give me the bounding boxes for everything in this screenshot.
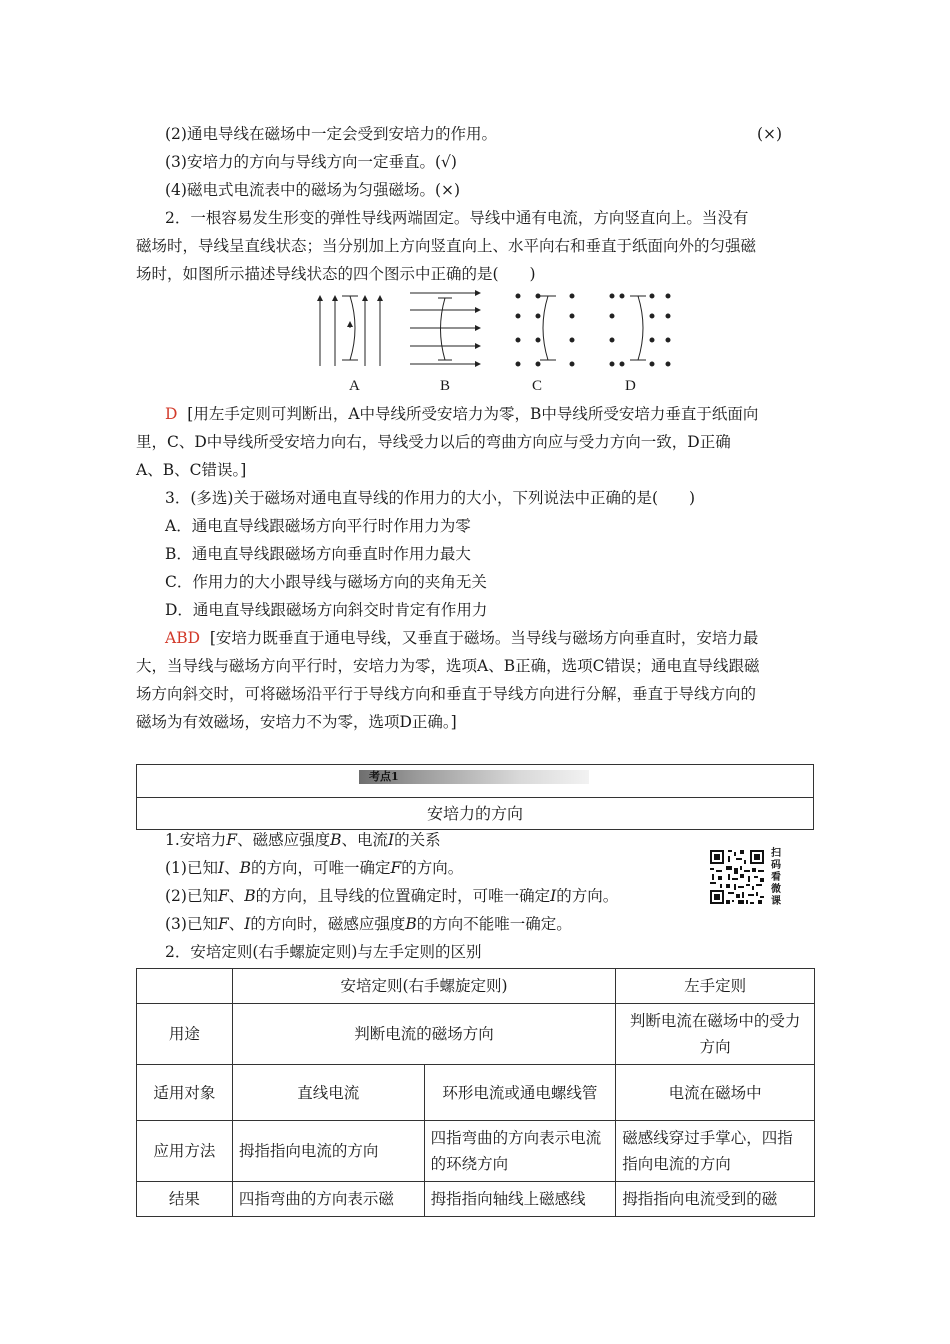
p2-a: (2)已知 xyxy=(165,887,218,905)
q2-explanation-1: [用左手定则可判断出，A中导线所受安培力为零，B中导线所受安培力垂直于纸面向 xyxy=(187,405,759,423)
p2-text: 的方向，且导线的位置确定时，可唯一确定 xyxy=(255,887,551,905)
wire-diagrams-figure xyxy=(300,288,690,372)
s1h-c: 、电流 xyxy=(341,831,388,849)
q2-explanation-3: A、B、C错误。] xyxy=(136,461,247,479)
table-head-left-hand: 左手定则 xyxy=(616,969,815,1004)
q2-stem-line2: 磁场时，导线呈直线状态；当分别加上方向竖直向上、水平向右和垂直于纸面向外的匀强磁 xyxy=(136,237,757,255)
q3-stem: 3．(多选)关于磁场对通电直导线的作用力的大小，下列说法中正确的是( ) xyxy=(165,489,696,507)
p1-end: 的方向。 xyxy=(401,859,464,877)
q2-explanation-2: 里，C、D中导线所受安培力向右，导线受力以后的弯曲方向应与受力方向一致，D正确 xyxy=(136,433,731,451)
s1h-bvar: B xyxy=(330,831,342,849)
q2-stem-line3: 场时，如图所示描述导线状态的四个图示中正确的是( ) xyxy=(136,265,536,283)
diagram-a xyxy=(320,296,380,366)
s1h-d: 的关系 xyxy=(394,831,441,849)
kaodian-title: 安培力的方向 xyxy=(426,804,523,823)
kaodian-tag-text: 考点1 xyxy=(369,770,399,783)
cell-result-left: 拇指指向电流受到的磁 xyxy=(616,1182,815,1217)
q3-explanation-4: 磁场为有效磁场，安培力不为零，选项D正确。] xyxy=(136,713,457,731)
cell-method-ring: 四指弯曲的方向表示电流的环绕方向 xyxy=(424,1121,616,1182)
q3-explanation-1: [安培力既垂直于通电导线，又垂直于磁场。当导线与磁场方向垂直时，安培力最 xyxy=(209,629,759,647)
q3-option-b: B．通电直导线跟磁场方向垂直时作用力最大 xyxy=(165,545,471,563)
section1-point1 xyxy=(165,858,463,878)
judge-item-4: (4)磁电式电流表中的磁场为匀强磁场。(×) xyxy=(165,181,461,199)
p3-text: 的方向时，磁感应强度 xyxy=(250,915,406,933)
section1-point2 xyxy=(165,886,618,906)
row-label-object: 适用对象 xyxy=(137,1065,233,1121)
p3-a: (3)已知 xyxy=(165,915,218,933)
p1-f: F xyxy=(390,859,402,877)
figure-label-c: C xyxy=(532,378,543,394)
cell-method-left: 磁感线穿过手掌心，四指指向电流的方向 xyxy=(616,1121,815,1182)
p2-b: B xyxy=(244,887,256,905)
figure-label-a: A xyxy=(349,378,360,394)
row-label-usage: 用途 xyxy=(137,1004,233,1065)
q3-option-d: D．通电直导线跟磁场方向斜交时肯定有作用力 xyxy=(165,601,488,619)
figure-label-b: B xyxy=(440,378,451,394)
section2-heading: 2．安培定则(右手螺旋定则)与左手定则的区别 xyxy=(165,943,482,961)
cell-result-ring: 拇指指向轴线上磁感线 xyxy=(424,1182,616,1217)
q3-explanation-2: 大，当导线与磁场方向平行时，安培力为零，选项A、B正确，选项C错误；通电直导线跟磁 xyxy=(136,657,760,675)
cell-object-ring: 环形电流或通电螺线管 xyxy=(424,1065,616,1121)
p3-end: 的方向不能唯一确定。 xyxy=(416,915,572,933)
q3-option-c: C．作用力的大小跟导线与磁场方向的夹角无关 xyxy=(165,573,487,591)
judge-item-2-text: (2)通电导线在磁场中一定会受到安培力的作用。 xyxy=(165,125,497,143)
q2-answer: D xyxy=(165,405,178,423)
cell-usage-left: 判断电流在磁场中的受力方向 xyxy=(616,1004,815,1065)
diagram-b xyxy=(410,293,480,364)
p3-b: B xyxy=(405,915,417,933)
table-header-row xyxy=(137,969,815,1004)
q3-option-a: A．通电直导线跟磁场方向平行时作用力为零 xyxy=(165,517,471,535)
section1-heading xyxy=(165,830,441,850)
cell-usage-ampere: 判断电流的磁场方向 xyxy=(232,1004,615,1065)
p1-i: I xyxy=(217,859,225,877)
kaodian-header-box xyxy=(136,764,814,830)
section1-point3 xyxy=(165,914,572,934)
q3-explanation-3: 场方向斜交时，可将磁场沿平行于导线方向和垂直于导线方向进行分解，垂直于导线方向的 xyxy=(136,685,757,703)
p3-i: I xyxy=(244,915,251,933)
figure-label-d: D xyxy=(625,378,636,394)
cell-object-left: 电流在磁场中 xyxy=(616,1065,815,1121)
s1h-a: 1.安培力 xyxy=(165,831,227,849)
p3-f: F xyxy=(217,915,229,933)
q2-answer-line1 xyxy=(165,404,758,424)
comparison-table xyxy=(136,968,815,1217)
table-head-ampere: 安培定则(右手螺旋定则) xyxy=(232,969,615,1004)
judge-item-3: (3)安培力的方向与导线方向一定垂直。(√) xyxy=(165,153,457,171)
s1h-i: I xyxy=(387,831,395,849)
q3-answer-line1 xyxy=(165,628,758,648)
p1-a: (1)已知 xyxy=(165,859,218,877)
table-row-usage xyxy=(137,1004,815,1065)
p2-f: F xyxy=(217,887,229,905)
table-row-result xyxy=(137,1182,815,1217)
qr-label: 扫码看微课 xyxy=(771,848,781,907)
cell-object-straight: 直线电流 xyxy=(232,1065,424,1121)
p2-end: 的方向。 xyxy=(556,887,619,905)
p2-i: I xyxy=(550,887,557,905)
table-row-object xyxy=(137,1065,815,1121)
table-corner-cell xyxy=(137,969,233,1004)
judge-item-2-mark: (×) xyxy=(757,125,783,143)
diagram-d xyxy=(610,294,670,366)
row-label-method: 应用方法 xyxy=(137,1121,233,1182)
p2-sep: 、 xyxy=(228,887,245,905)
row-label-result: 结果 xyxy=(137,1182,233,1217)
p1-text: 的方向，可唯一确定 xyxy=(251,859,391,877)
diagram-c xyxy=(516,294,574,366)
cell-method-straight: 拇指指向电流的方向 xyxy=(232,1121,424,1182)
s1h-b: 、磁感应强度 xyxy=(237,831,331,849)
table-row-method xyxy=(137,1121,815,1182)
kaodian-tag xyxy=(359,770,589,784)
s1h-f: F xyxy=(226,831,238,849)
judge-item-2 xyxy=(165,124,497,144)
cell-result-straight: 四指弯曲的方向表示磁 xyxy=(232,1182,424,1217)
p1-b: B xyxy=(239,859,251,877)
q3-answer: ABD xyxy=(165,629,201,647)
p1-sep: 、 xyxy=(224,859,240,877)
p3-sep: 、 xyxy=(228,915,245,933)
q2-stem-line1: 2．一根容易发生形变的弹性导线两端固定。导线中通有电流，方向竖直向上。当没有 xyxy=(165,209,749,227)
qr-code-icon[interactable] xyxy=(708,848,766,906)
kaodian-divider xyxy=(137,797,813,798)
